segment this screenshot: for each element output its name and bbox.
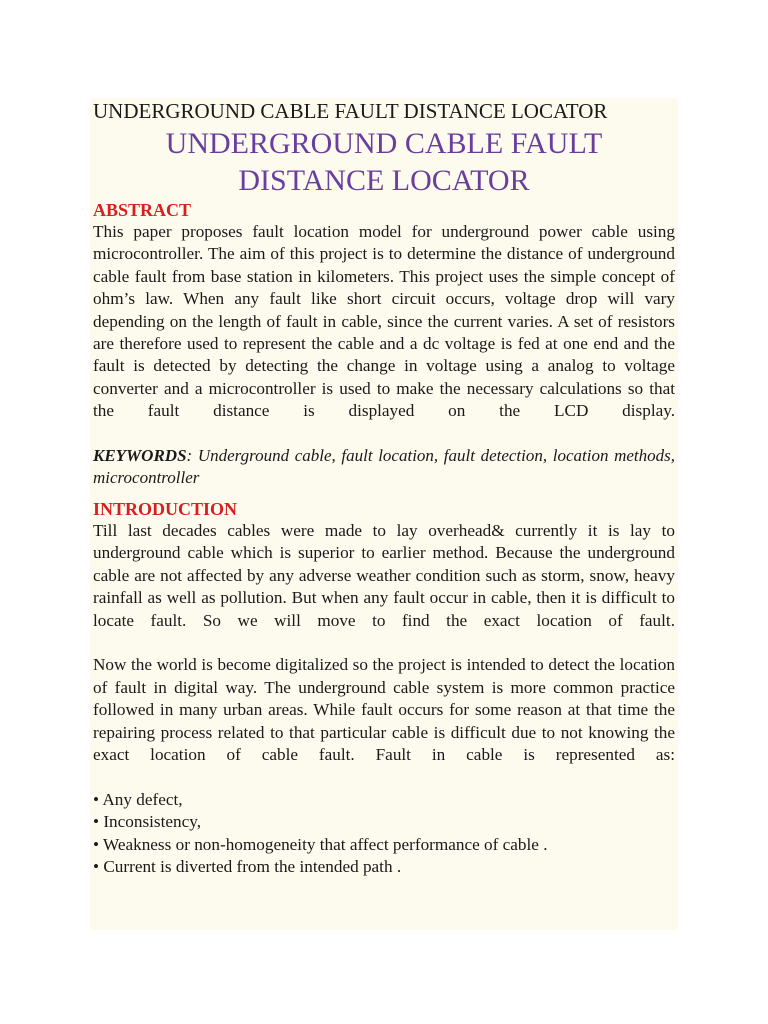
list-item: • Any defect, — [93, 789, 183, 809]
list-item: • Inconsistency, — [93, 812, 202, 832]
introduction-heading: INTRODUCTION — [93, 498, 238, 519]
document-content — [93, 98, 675, 878]
keywords-label: KEYWORDS — [93, 446, 187, 466]
keywords-text: Underground cable, fault location, fault detection, location methods, microcontroller — [93, 446, 675, 488]
abstract-heading: ABSTRACT — [93, 200, 192, 220]
header-title: UNDERGROUND CABLE FAULT DISTANCE LOCATOR — [93, 99, 608, 123]
page-title: UNDERGROUND CABLE FAULT DISTANCE LOCATOR — [165, 127, 603, 197]
abstract-body: This paper proposes fault location model for underground power cable using microcontroller. The aim of this project is to determine the distance of underground cable fault from base station in kilometers. This project uses the simple concept of ohm’s law. When any fault like short circuit occurs, voltage drop will vary depending on the length of fault in cable, since the current varies. A set of resistors are therefore used to represent the cable and a dc voltage is fed at one end and the fault is detected by detecting the change in voltage using a analog to voltage converter and a microcontroller is used to make the necessary calculations so that the fault distance is displayed on the LCD display. — [93, 222, 675, 421]
document-page — [90, 98, 678, 930]
section-spacer — [93, 490, 675, 498]
keywords-line — [93, 445, 675, 490]
introduction-paragraph-2: Now the world is become digitalized so the project is intended to detect the location of fault in digital way. The underground cable system is more common practice followed in many urban areas. While fault occurs for some reason at that time the repairing process related to that particular cable is difficult due to not knowing the exact location of cable fault. Fault in cable is represented as: — [93, 655, 675, 764]
introduction-paragraph-1: Till last decades cables were made to lay overhead& currently it is lay to underground cable which is superior to earlier method. Because the underground cable are not affected by any adverse weather condition such as storm, snow, heavy rainfall as well as pollution. But when any fault occur in cable, then it is difficult to locate fault. So we will move to find the exact location of fault. — [93, 520, 675, 630]
keywords-separator: : — [186, 446, 193, 466]
list-item: • Current is diverted from the intended path . — [93, 856, 402, 876]
fault-bullet-list — [93, 789, 675, 879]
list-item: • Weakness or non-homogeneity that affect performance of cable . — [93, 834, 548, 854]
